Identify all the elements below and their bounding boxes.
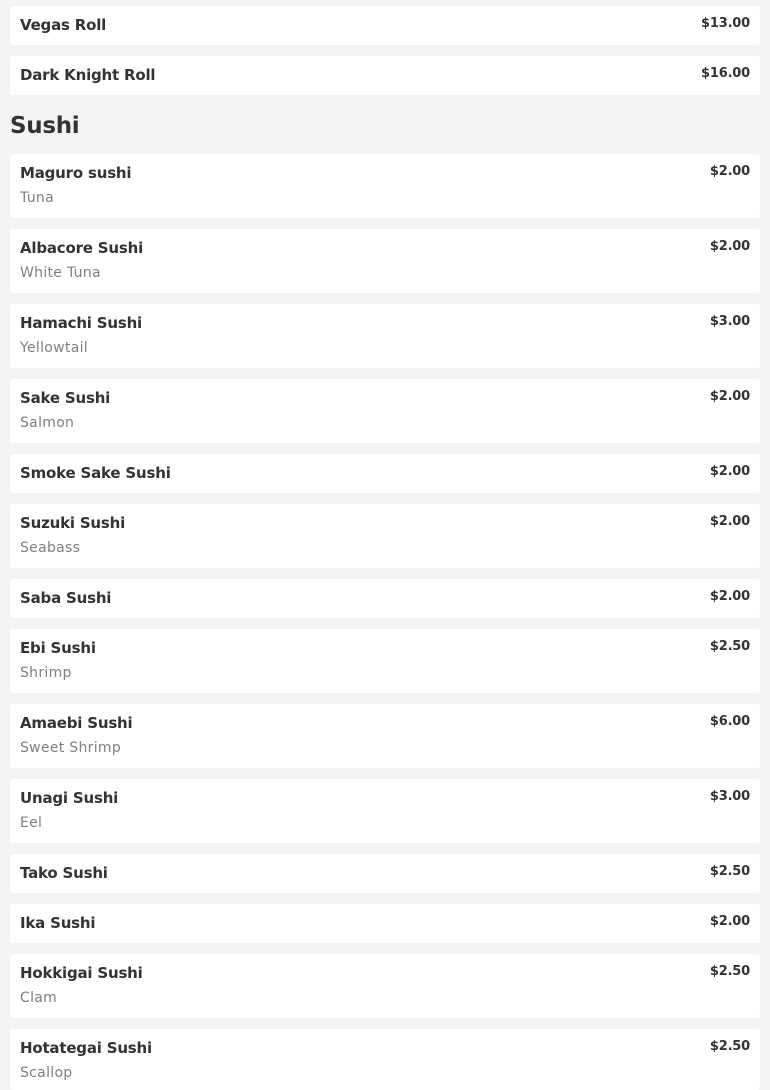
section-title-sushi: Sushi [10,113,80,139]
menu-item-unagi-sushi[interactable] [10,779,760,843]
item-description: Yellowtail [20,340,88,356]
menu-item-smoke-sake-sushi[interactable] [10,454,760,493]
item-price: $2.00 [709,514,750,529]
menu-item-maguro-sushi[interactable] [10,154,760,218]
menu-item-saba-sushi[interactable] [10,579,760,618]
menu-item-vegas-roll[interactable] [10,6,760,45]
item-price: $2.00 [709,464,750,479]
item-price: $2.50 [709,964,750,979]
item-description: Clam [20,990,58,1006]
menu-item-tako-sushi[interactable] [10,854,760,893]
item-description: Eel [20,815,43,831]
item-name: Hokkigai Sushi [20,964,143,982]
item-name: Amaebi Sushi [20,714,133,732]
item-name: Dark Knight Roll [20,66,156,84]
menu-item-albacore-sushi[interactable] [10,229,760,293]
item-description: White Tuna [20,265,101,281]
item-price: $2.50 [709,639,750,654]
menu-item-dark-knight-roll[interactable] [10,56,760,95]
item-price: $2.00 [709,914,750,929]
menu-item-sake-sushi[interactable] [10,379,760,443]
item-name: Saba Sushi [20,589,112,607]
item-name: Tako Sushi [20,864,108,882]
item-price: $2.50 [709,1039,750,1054]
menu-item-suzuki-sushi[interactable] [10,504,760,568]
item-price: $2.00 [709,589,750,604]
item-name: Hotategai Sushi [20,1039,152,1057]
item-description: Shrimp [20,665,72,681]
item-price: $2.00 [709,239,750,254]
item-description: Scallop [20,1065,73,1081]
item-name: Suzuki Sushi [20,514,126,532]
item-price: $3.00 [709,789,750,804]
item-description: Seabass [20,540,81,556]
item-name: Vegas Roll [20,16,107,34]
item-name: Hamachi Sushi [20,314,142,332]
item-description: Tuna [20,190,54,206]
item-price: $2.00 [709,164,750,179]
item-price: $3.00 [709,314,750,329]
item-name: Unagi Sushi [20,789,119,807]
item-name: Smoke Sake Sushi [20,464,171,482]
item-name: Ebi Sushi [20,639,96,657]
item-price: $6.00 [709,714,750,729]
menu-item-hotategai-sushi[interactable] [10,1029,760,1090]
item-name: Sake Sushi [20,389,111,407]
item-price: $13.00 [701,16,750,31]
menu-item-amaebi-sushi[interactable] [10,704,760,768]
item-price: $2.50 [709,864,750,879]
menu-item-hamachi-sushi[interactable] [10,304,760,368]
item-name: Maguro sushi [20,164,132,182]
item-name: Albacore Sushi [20,239,144,257]
item-description: Sweet Shrimp [20,740,122,756]
item-name: Ika Sushi [20,914,96,932]
item-price: $16.00 [701,66,750,81]
item-price: $2.00 [709,389,750,404]
menu-item-ika-sushi[interactable] [10,904,760,943]
item-description: Salmon [20,415,75,431]
menu-item-ebi-sushi[interactable] [10,629,760,693]
menu-item-hokkigai-sushi[interactable] [10,954,760,1018]
